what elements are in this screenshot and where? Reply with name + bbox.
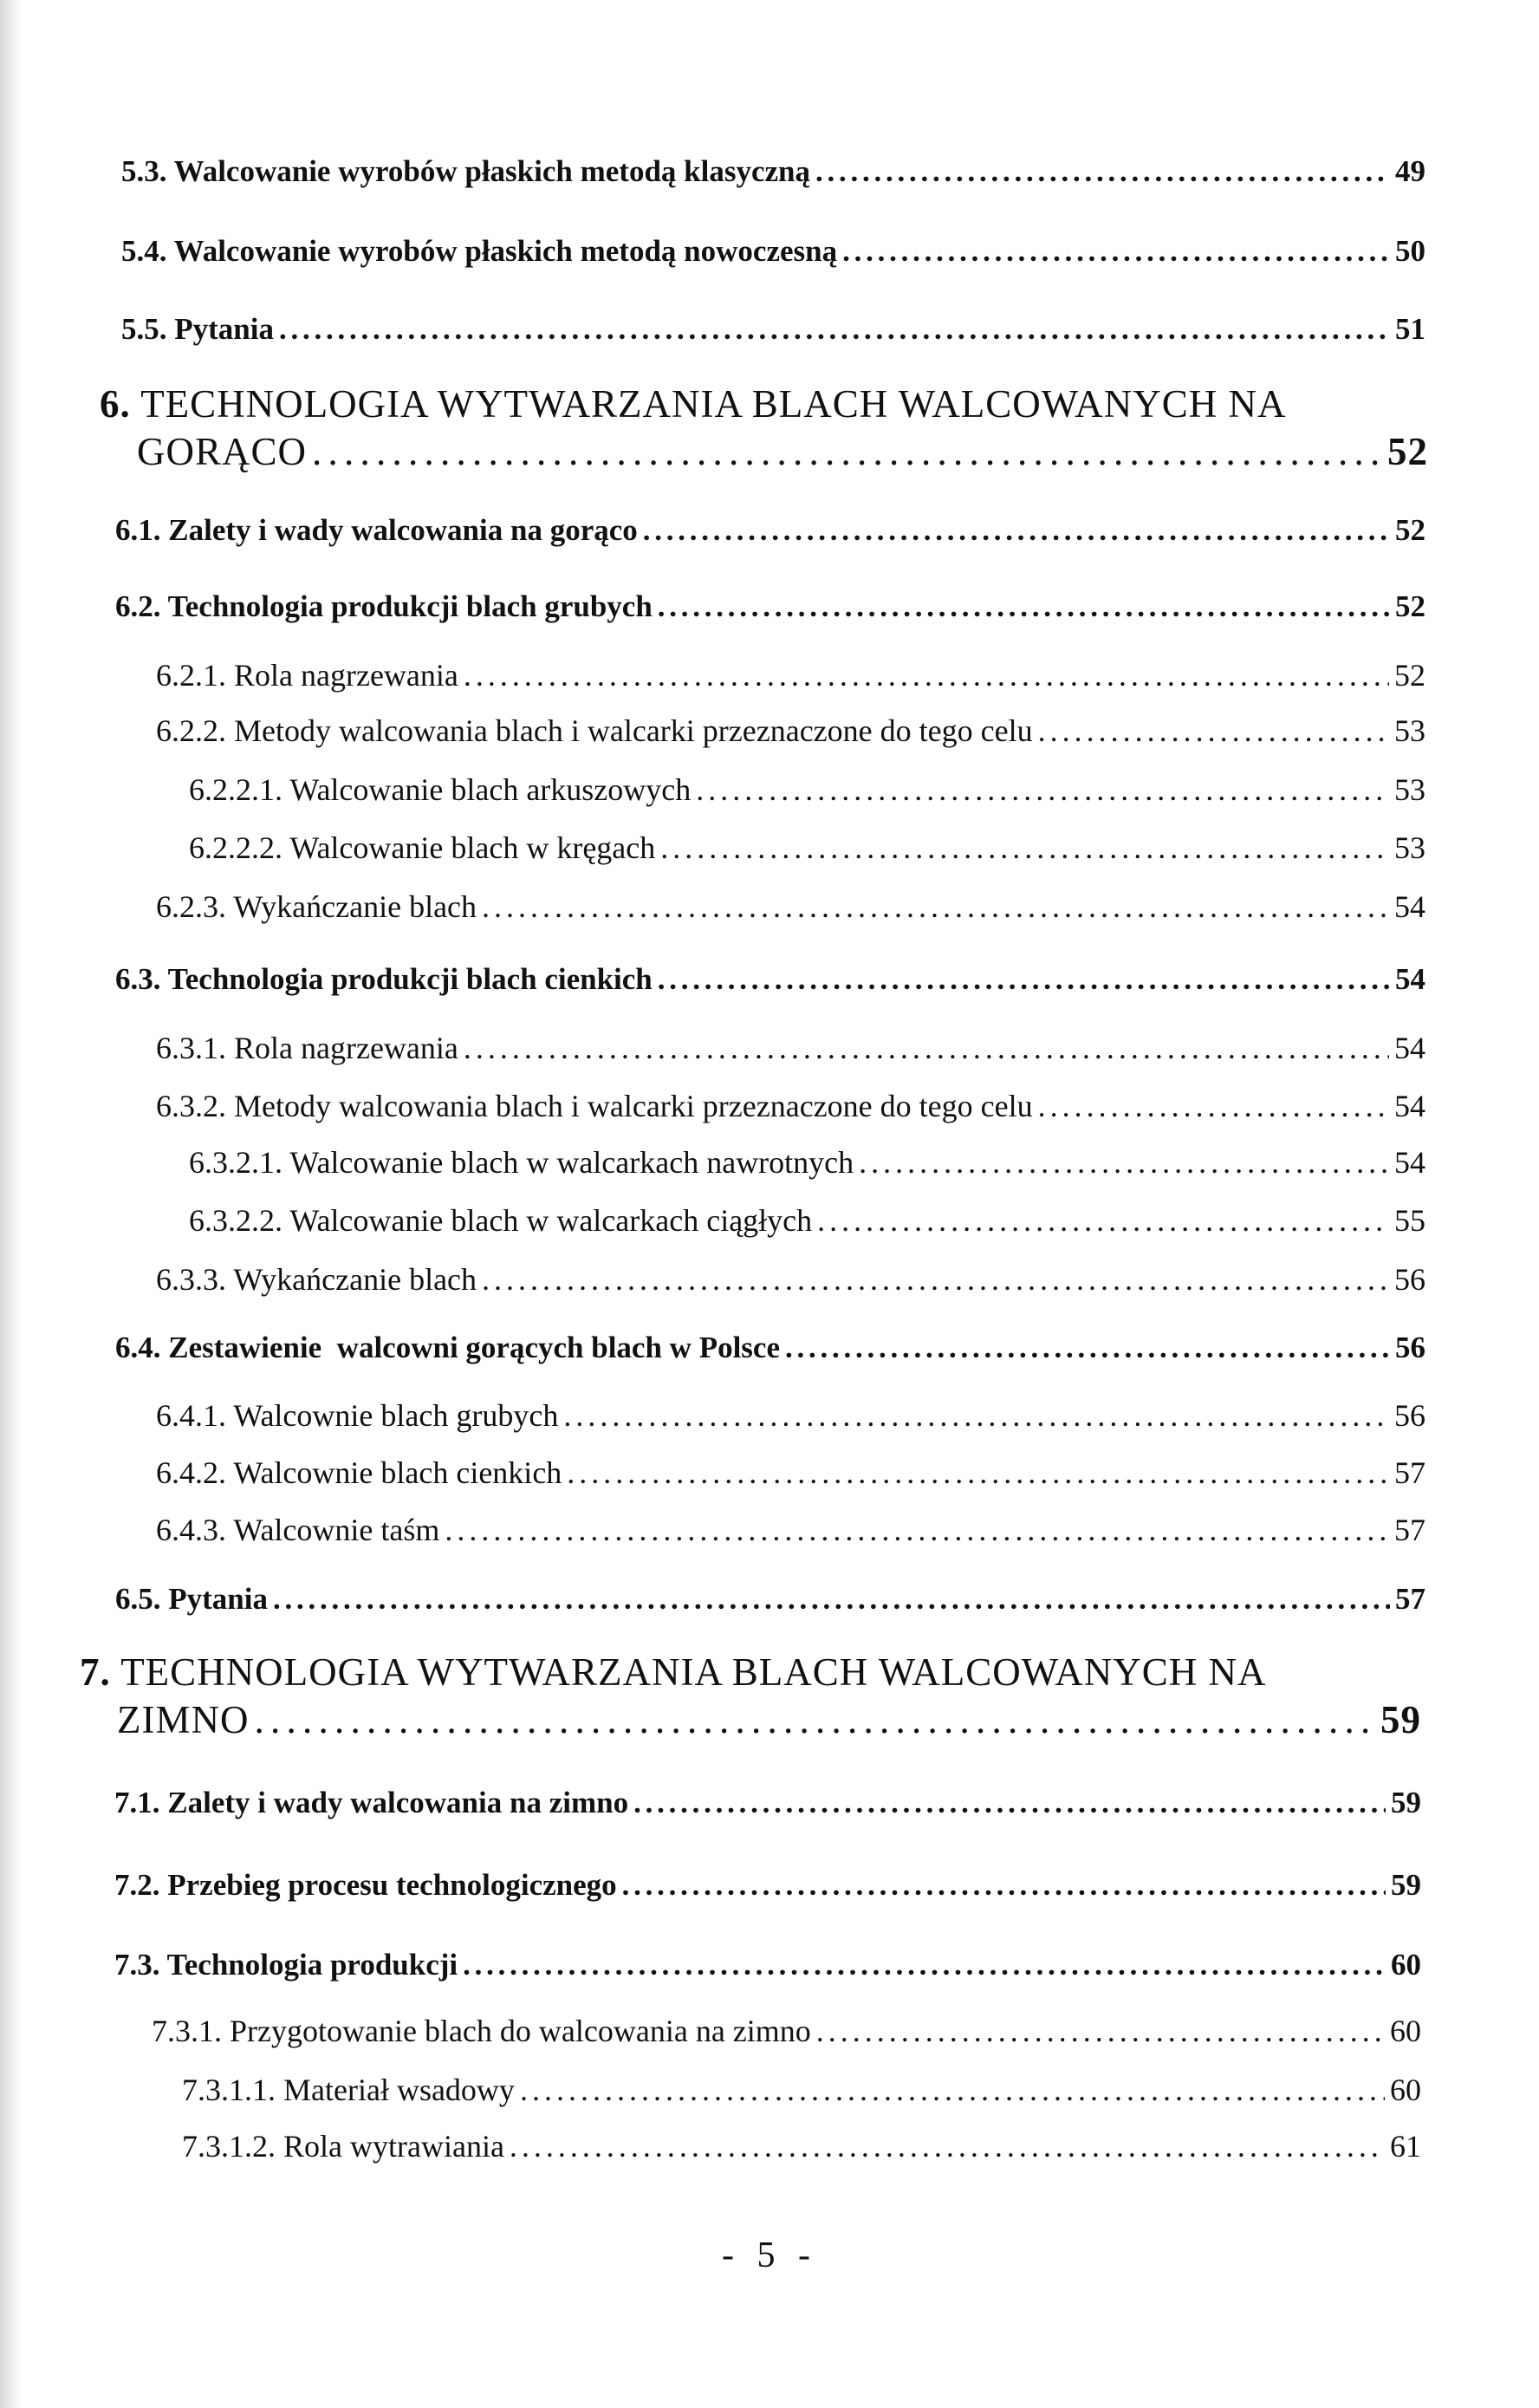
entry-page: 50 [1395,234,1425,268]
entry-title: Walcowanie blach arkuszowych [289,772,692,807]
dot-leader [633,1786,1386,1820]
entry-page: 56 [1394,1398,1425,1433]
entry-number: 6.4.2. [156,1455,226,1490]
entry-number: 7.3.1. [152,2014,222,2048]
entry-page: 54 [1394,1031,1425,1065]
entry-number: 6.2.3. [156,889,226,924]
entry-title: Walcowanie wyrobów płaskich metodą klasyczną [173,154,811,188]
toc-entry-6-3-2-2[interactable] [189,1202,1425,1239]
dot-leader [785,1331,1390,1365]
entry-page: 54 [1394,1145,1425,1180]
toc-entry-6-4-1[interactable] [156,1397,1425,1434]
entry-number: 6.3.2. [156,1089,226,1123]
entry-page: 61 [1390,2129,1421,2164]
toc-entry-6-2-2-2[interactable] [189,830,1425,866]
entry-page: 59 [1391,1868,1421,1902]
entry-title: Wykańczanie blach [233,889,477,924]
toc-entry-6-5[interactable] [115,1582,1425,1617]
entry-page: 54 [1394,1089,1425,1123]
toc-entry-6-2-3[interactable] [156,888,1425,925]
chapter-title-line1: TECHNOLOGIA WYTWARZANIA BLACH WALCOWANYCH NA [120,1650,1267,1694]
entry-page: 59 [1380,1698,1421,1741]
entry-page: 57 [1394,1513,1425,1547]
entry-title: Walcownie taśm [233,1513,440,1547]
entry-number: 6.1. [115,513,161,547]
toc-entry-6-1[interactable] [115,513,1425,548]
toc-entry-6-3-3[interactable] [156,1261,1425,1298]
toc-entry-7-3-1-2[interactable] [182,2128,1421,2164]
chapter-7-heading[interactable] [80,1650,1266,1695]
entry-number: 6.2.2.2. [189,830,282,865]
entry-page: 60 [1390,2073,1421,2107]
dot-leader [567,1455,1389,1491]
entry-number: 7.2. [114,1868,160,1902]
dot-leader [279,312,1390,347]
toc-entry-6-4-3[interactable] [156,1512,1425,1548]
dot-leader [816,2013,1385,2049]
entry-number: 7.3. [114,1948,160,1982]
entry-number: 6.2.2. [156,713,226,748]
dot-leader [273,1582,1390,1617]
toc-entry-6-2-1[interactable] [156,657,1425,693]
entry-number: 6.2.2.1. [189,772,282,807]
entry-title: Technologia produkcji blach cienkich [167,962,653,996]
toc-entry-6[interactable] [137,429,1428,474]
entry-number: 6.4.1. [156,1398,226,1433]
entry-number: 6.4.3. [156,1513,226,1547]
dot-leader [660,830,1389,866]
toc-entry-6-3-2[interactable] [156,1088,1425,1124]
entry-title: Przebieg procesu technologicznego [167,1868,617,1902]
toc-entry-7-3-1-1[interactable] [182,2072,1421,2108]
dot-leader [482,1261,1389,1298]
toc-entry-6-3[interactable] [115,962,1425,997]
dot-leader [842,234,1390,269]
dot-leader [463,1948,1386,1982]
entry-title: Walcownie blach grubych [233,1398,559,1433]
dot-leader [696,771,1389,808]
dot-leader [520,2072,1385,2108]
toc-entry-7-2[interactable] [114,1868,1421,1903]
entry-page: 55 [1394,1203,1425,1238]
entry-number: 6.2. [115,589,161,623]
entry-title: Materiał wsadowy [283,2073,515,2107]
entry-page: 51 [1395,312,1425,346]
entry-page: 60 [1390,2014,1421,2048]
entry-number: 6.3.2.2. [189,1203,282,1238]
chapter-number: 6. [100,382,131,426]
entry-page: 54 [1394,889,1425,924]
dot-leader [563,1397,1389,1434]
entry-title: Rola nagrzewania [234,658,458,693]
toc-entry-6-2-2[interactable] [156,713,1425,749]
entry-title: Metody walcowania blach i walcarki przeznaczone do tego celu [234,1089,1033,1123]
entry-page: 52 [1387,430,1428,473]
entry-title: Zalety i wady walcowania na gorąco [168,513,638,547]
toc-entry-6-2-2-1[interactable] [189,771,1425,808]
entry-title: Przygotowanie blach do walcowania na zimno [230,2014,811,2048]
toc-entry-6-3-2-1[interactable] [189,1144,1425,1181]
entry-number: 7.3.1.2. [182,2129,276,2164]
dot-leader [510,2128,1385,2164]
toc-entry-6-4[interactable] [115,1331,1425,1365]
entry-number: 6.3.1. [156,1031,226,1065]
entry-title: Technologia produkcji blach grubych [167,589,653,623]
entry-page: 52 [1394,658,1425,693]
entry-number: 7.1. [114,1786,160,1819]
entry-number: 7.3.1.1. [182,2073,276,2107]
dot-leader [815,154,1390,189]
dot-leader [658,962,1390,997]
toc-entry-7-3-1[interactable] [152,2013,1421,2049]
toc-entry-7[interactable] [117,1697,1421,1742]
entry-title: Rola wytrawiania [283,2129,504,2164]
entry-page: 54 [1395,962,1425,996]
entry-title: Walcowanie blach w kręgach [289,830,656,865]
dot-leader [622,1868,1386,1903]
page-number: - 5 - [722,2236,817,2275]
dot-leader [643,513,1390,548]
chapter-number: 7. [80,1650,111,1694]
entry-title: Pytania [174,312,274,346]
entry-page: 49 [1395,154,1425,188]
toc-entry-6-4-2[interactable] [156,1455,1425,1491]
chapter-title-line2: ZIMNO [117,1698,250,1741]
toc-entry-5-5[interactable] [121,312,1425,347]
entry-title: Walcownie blach cienkich [233,1455,562,1490]
dot-leader [817,1202,1389,1239]
entry-number: 5.3. [121,154,167,188]
entry-page: 53 [1394,830,1425,865]
dot-leader [482,888,1389,925]
toc-entry-5-3[interactable] [121,154,1425,189]
entry-page: 60 [1391,1948,1421,1982]
toc-entry-6-3-1[interactable] [156,1030,1425,1066]
dot-leader [1038,713,1389,749]
entry-page: 52 [1395,513,1425,547]
dot-leader [859,1144,1389,1181]
chapter-title-line1: TECHNOLOGIA WYTWARZANIA BLACH WALCOWANYCH NA [140,382,1287,426]
entry-title: Walcowanie blach w walcarkach nawrotnych [289,1145,854,1180]
dot-leader [254,1697,1375,1742]
entry-page: 53 [1394,772,1425,807]
dot-leader [464,657,1389,693]
dot-leader [312,429,1382,474]
entry-title: Wykańczanie blach [233,1262,477,1297]
toc-entry-7-1[interactable] [114,1786,1421,1820]
chapter-title-line2: GORĄCO [137,430,308,473]
entry-number: 6.3. [115,962,161,996]
dot-leader [445,1512,1389,1548]
dot-leader [1038,1088,1389,1124]
entry-title: Zestawienie walcowni gorących blach w Polsce [168,1331,780,1364]
entry-title: Technologia produkcji [166,1948,458,1982]
entry-number: 6.5. [115,1582,161,1616]
entry-number: 6.4. [115,1331,161,1364]
dot-leader [464,1030,1389,1066]
chapter-6-heading[interactable] [100,381,1286,426]
entry-title: Rola nagrzewania [234,1031,458,1065]
entry-number: 5.4. [121,234,167,268]
entry-number: 6.2.1. [156,658,226,693]
entry-number: 6.3.3. [156,1262,226,1297]
entry-number: 5.5. [121,312,167,346]
entry-title: Pytania [168,1582,268,1616]
entry-title: Walcowanie blach w walcarkach ciągłych [289,1203,813,1238]
entry-title: Metody walcowania blach i walcarki przeznaczone do tego celu [234,713,1033,748]
entry-page: 56 [1395,1331,1425,1364]
toc-entry-6-2[interactable] [115,589,1425,624]
dot-leader [658,589,1390,624]
entry-page: 53 [1394,713,1425,748]
toc-entry-7-3[interactable] [114,1948,1421,1982]
entry-number: 6.3.2.1. [189,1145,282,1180]
entry-page: 52 [1395,589,1425,623]
entry-title: Walcowanie wyrobów płaskich metodą nowoczesną [173,234,838,268]
entry-page: 57 [1394,1455,1425,1490]
toc-entry-5-4[interactable] [121,234,1425,269]
entry-page: 57 [1395,1582,1425,1616]
entry-title: Zalety i wady walcowania na zimno [167,1786,629,1819]
entry-page: 56 [1394,1262,1425,1297]
entry-page: 59 [1391,1786,1421,1819]
